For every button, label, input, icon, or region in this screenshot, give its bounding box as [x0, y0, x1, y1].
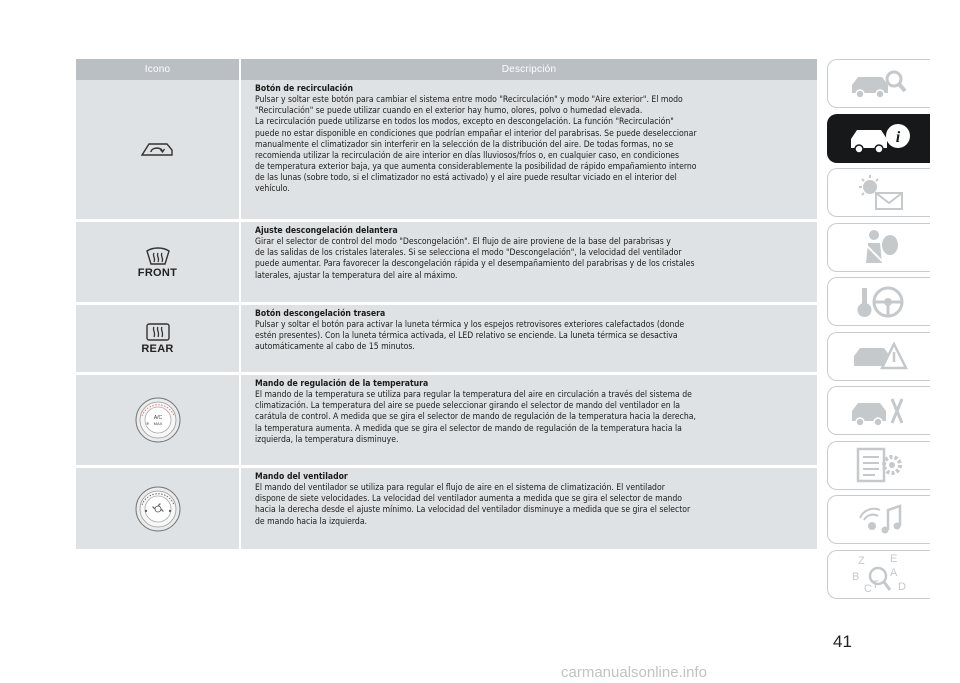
warning-light-message-icon	[848, 173, 910, 213]
tab-car-search[interactable]	[827, 59, 930, 108]
table-row	[76, 80, 817, 219]
description-cell	[241, 305, 817, 372]
row-line: laterales, ajustar la temperatura del aire al máximo.	[255, 270, 458, 281]
row-line: "Recirculación" se puede utilizar cuando en el exterior hay humo, olores, polvo o humedad elevada.	[255, 106, 643, 117]
tab-specifications[interactable]	[827, 441, 930, 490]
row-line: manualmente el climatizador sin interferir en la selección de la distribución del aire. De todas formas, no se	[255, 139, 674, 150]
table-row	[76, 375, 817, 465]
row-line: La recirculación puede utilizarse en todos los modos, excepto en descongelación. La función "Recirculación"	[255, 117, 674, 128]
table-header	[76, 59, 817, 80]
knob-ac-label: A/C	[153, 415, 162, 421]
tab-emergency[interactable]	[827, 332, 930, 381]
row-line: Pulsar y soltar este botón para cambiar el sistema entre modo "Recirculación" y modo "Aire exterior". El modo	[255, 95, 683, 106]
row-line: puede aumentar. Para favorecer la descongelación rápida y el desempañamiento del parabrisas y de los cristales	[255, 259, 695, 270]
description-cell	[241, 80, 817, 219]
header-icon-column: Icono	[76, 59, 241, 80]
icon-cell	[76, 80, 241, 219]
rear-defrost-icon	[145, 322, 171, 342]
icon-cell	[76, 222, 241, 302]
airbag-seatbelt-icon	[848, 227, 910, 267]
row-line: carátula de control. A medida que se gira el selector de mando de regulación de la temperatura hacia la derecha,	[255, 412, 696, 423]
table-row	[76, 468, 817, 549]
row-line: hacia la derecha desde el ajuste mínimo. La velocidad del ventilador disminuye a medida que se gira el selector	[255, 505, 691, 516]
row-title: Botón de recirculación	[255, 84, 353, 94]
row-line: la temperatura aumenta. A medida que se gira el selector de mando de regulación de la temperatura hacia la	[255, 423, 682, 434]
index-letter: Z	[858, 555, 865, 567]
icon-cell	[76, 468, 241, 549]
row-line: vehículo.	[255, 184, 290, 195]
tab-warning-lights[interactable]	[827, 168, 930, 217]
tab-safety[interactable]	[827, 223, 930, 272]
row-line: Pulsar y soltar el botón para activar la luneta térmica y los espejos retrovisores exteriores calefactados (donde	[255, 320, 685, 331]
alphabetical-index-icon	[848, 552, 910, 596]
chapter-tabs	[827, 59, 930, 604]
row-line: de mando hacia la izquierda.	[255, 516, 368, 527]
index-letter: T	[872, 579, 879, 591]
row-line: puede no estar disponible en condiciones que podrían empañar el interior del parabrisas. Se puede deseleccionar	[255, 128, 697, 139]
row-title: Mando de regulación de la temperatura	[255, 379, 429, 389]
row-title: Ajuste descongelación delantera	[255, 226, 398, 236]
specifications-icon	[848, 445, 910, 485]
watermark: carmanualsonline.info	[561, 664, 707, 681]
fan-knob-icon	[134, 485, 182, 533]
description-cell	[241, 468, 817, 549]
tab-index[interactable]	[827, 550, 930, 599]
row-line: izquierda, la temperatura disminuye.	[255, 434, 399, 445]
description-cell	[241, 375, 817, 465]
recirculation-icon	[140, 141, 176, 159]
front-label: FRONT	[137, 266, 178, 279]
car-emergency-icon	[848, 336, 910, 376]
car-search-icon	[848, 67, 910, 101]
row-line: de temperatura exterior baja, ya que aumenta considerablemente la posibilidad de rápido empañamiento interno	[255, 162, 697, 173]
index-letter: D	[898, 581, 906, 593]
icon-cell	[76, 305, 241, 372]
index-letter: A	[890, 567, 898, 579]
page-number: 41	[833, 632, 852, 651]
steering-wheel-key-icon	[848, 282, 910, 322]
description-cell	[241, 222, 817, 302]
row-line: El mando del ventilador se utiliza para regular el flujo de aire en el sistema de climatización. El ventilador	[255, 483, 665, 494]
header-description-column: Descripción	[501, 64, 557, 75]
row-line: automáticamente al cabo de 15 minutos.	[255, 342, 415, 353]
svg-text:i: i	[895, 129, 901, 146]
row-line: estén presentes). Con la luneta térmica activada, el LED relativo se enciende. La luneta térmica se desactiva	[255, 331, 678, 342]
row-line: Girar el selector de control del modo "Descongelación". El flujo de aire proviene de la base del parabrisas y	[255, 237, 671, 248]
index-letter: E	[890, 553, 898, 565]
row-line: de las salidas de los cristales laterales. Si se selecciona el modo "Descongelación", la velocidad del ventilador	[255, 248, 682, 259]
car-info-icon	[847, 120, 911, 156]
row-line: climatización. La temperatura del aire se puede seleccionar girando el selector de mando del ventilador en la	[255, 401, 680, 412]
knob-max-label: MAX	[153, 421, 162, 426]
temperature-knob-icon	[134, 396, 182, 444]
car-service-icon	[848, 391, 910, 431]
multimedia-icon	[848, 500, 910, 540]
rear-label: REAR	[141, 343, 174, 355]
icon-cell	[76, 375, 241, 465]
table-row	[76, 222, 817, 302]
tab-car-info[interactable]	[827, 114, 930, 163]
index-letter: B	[852, 571, 860, 583]
row-line: recomienda utilizar la recirculación de aire interior en días lluviosos/fríos o, en cualquier caso, en condiciones	[255, 150, 680, 161]
table-row	[76, 305, 817, 372]
tab-service[interactable]	[827, 386, 930, 435]
front-defrost-icon	[145, 246, 171, 266]
row-title: Mando del ventilador	[255, 472, 348, 482]
row-line: El mando de la temperatura se utiliza para regular la temperatura del aire en circulación a través del sistema de	[255, 390, 692, 401]
climate-controls-table	[76, 59, 817, 549]
tab-multimedia[interactable]	[827, 495, 930, 544]
tab-starting-driving[interactable]	[827, 277, 930, 326]
row-line: dispone de siete velocidades. La velocidad del ventilador aumenta a medida que se gira el selector de mando	[255, 494, 682, 505]
svg-text:❄: ❄	[145, 421, 149, 426]
row-title: Botón descongelación trasera	[255, 309, 386, 319]
index-letter: C	[864, 583, 872, 595]
row-line: de las lunas (sobre todo, si el climatizador no está activado) y el aire puede resultar viciado en el interior del	[255, 173, 677, 184]
